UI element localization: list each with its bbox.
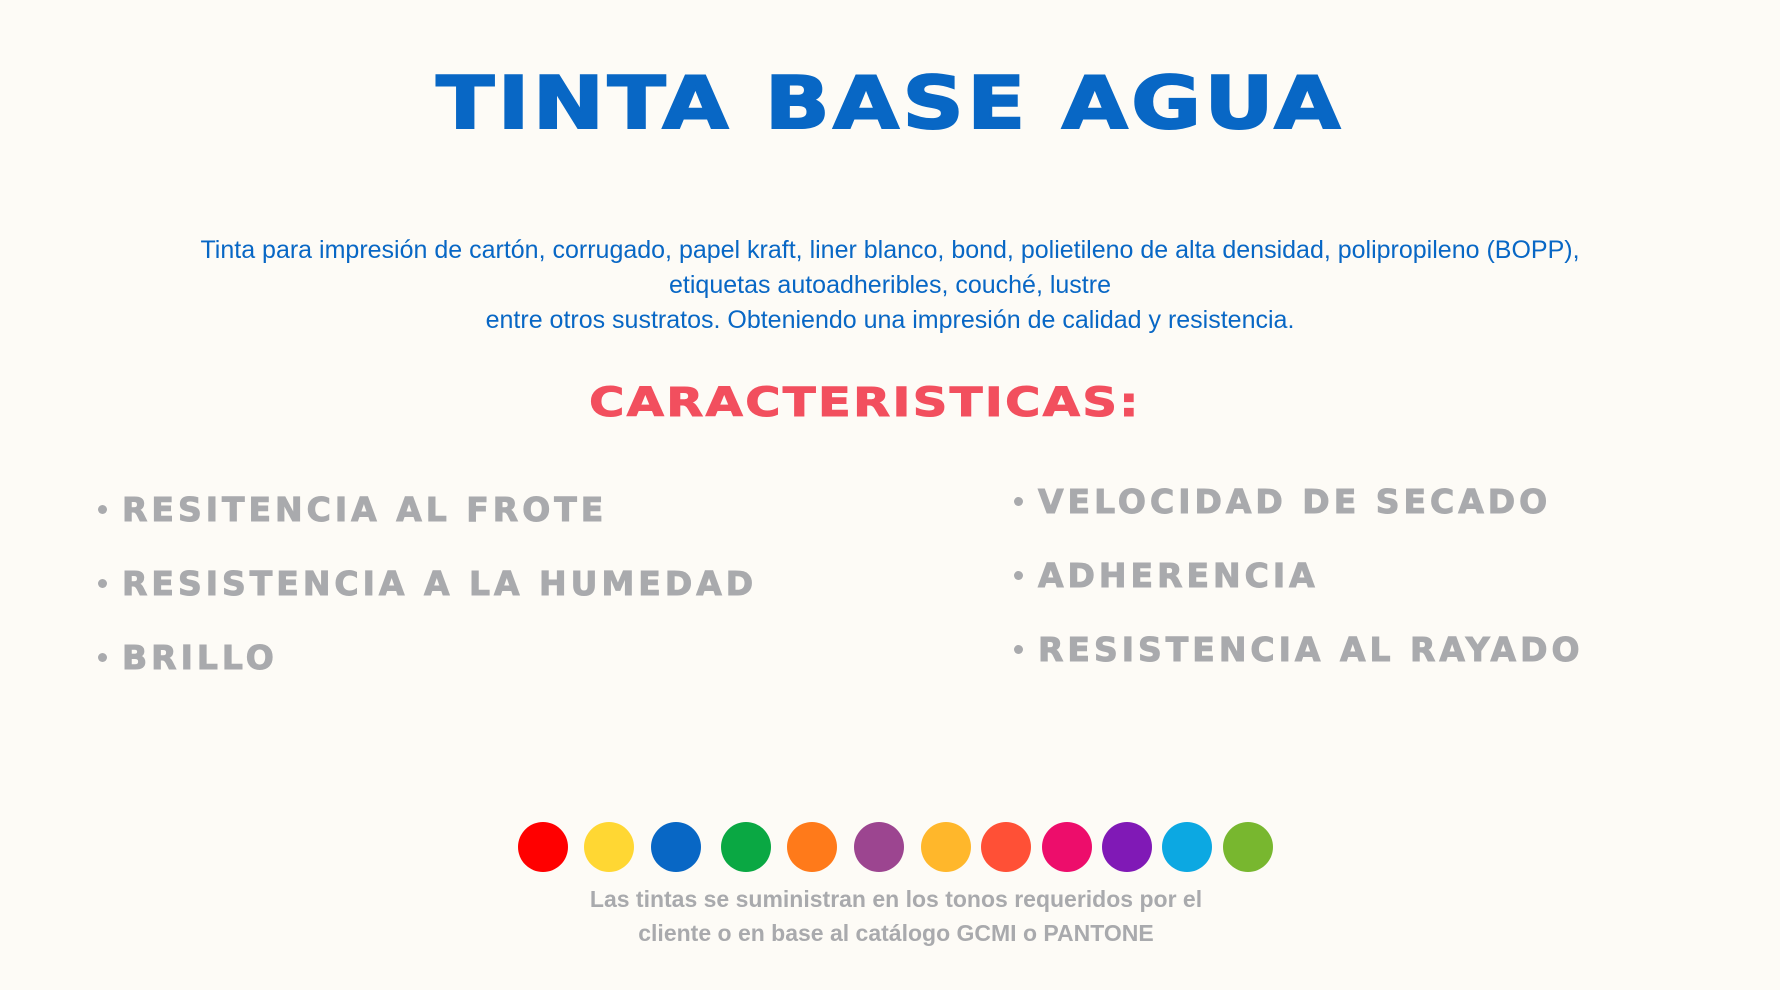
intro-line: etiquetas autoadheribles, couché, lustre [669, 271, 1111, 299]
feature-item [98, 472, 757, 546]
feature-label: ADHERENCIA [1038, 555, 1319, 595]
color-swatch [1223, 822, 1273, 872]
feature-item [98, 546, 757, 620]
bullet-icon [1014, 571, 1023, 580]
feature-item [1014, 538, 1584, 612]
bullet-icon [98, 579, 107, 588]
feature-item [1014, 464, 1584, 538]
feature-label: RESISTENCIA AL RAYADO [1038, 629, 1584, 669]
color-swatch [1102, 822, 1152, 872]
footnote-line: cliente o en base al catálogo GCMI o PANTONE [638, 920, 1154, 946]
color-swatch [1162, 822, 1212, 872]
color-swatch [1042, 822, 1092, 872]
color-swatch [518, 822, 568, 872]
feature-label: VELOCIDAD DE SECADO [1038, 481, 1552, 521]
bullet-icon [98, 653, 107, 662]
feature-item [1014, 612, 1584, 686]
page-title: TINTA BASE AGUA [436, 61, 1344, 145]
footnote-line: Las tintas se suministran en los tonos requeridos por el [589, 886, 1203, 912]
intro-paragraph [100, 233, 1680, 338]
color-swatch [584, 822, 634, 872]
intro-line: Tinta para impresión de cartón, corrugado, papel kraft, liner blanco, bond, polietileno de alta densidad, polipropileno (BOPP), [200, 236, 1580, 264]
intro-line: entre otros sustratos. Obteniendo una impresión de calidad y resistencia. [485, 306, 1295, 334]
footnote [0, 882, 1780, 950]
features-list-right [1014, 464, 1584, 686]
bullet-icon [1014, 645, 1023, 654]
features-heading: CARACTERISTICAS: [589, 380, 1141, 426]
color-swatches [518, 822, 1278, 872]
color-swatch [854, 822, 904, 872]
features-list-left [98, 472, 757, 694]
feature-item [98, 620, 757, 694]
bullet-icon [1014, 497, 1023, 506]
bullet-icon [98, 505, 107, 514]
feature-label: BRILLO [122, 637, 278, 677]
color-swatch [787, 822, 837, 872]
feature-label: RESISTENCIA A LA HUMEDAD [122, 563, 758, 603]
color-swatch [981, 822, 1031, 872]
color-swatch [721, 822, 771, 872]
color-swatch [921, 822, 971, 872]
feature-label: RESITENCIA AL FROTE [122, 489, 608, 529]
color-swatch [651, 822, 701, 872]
